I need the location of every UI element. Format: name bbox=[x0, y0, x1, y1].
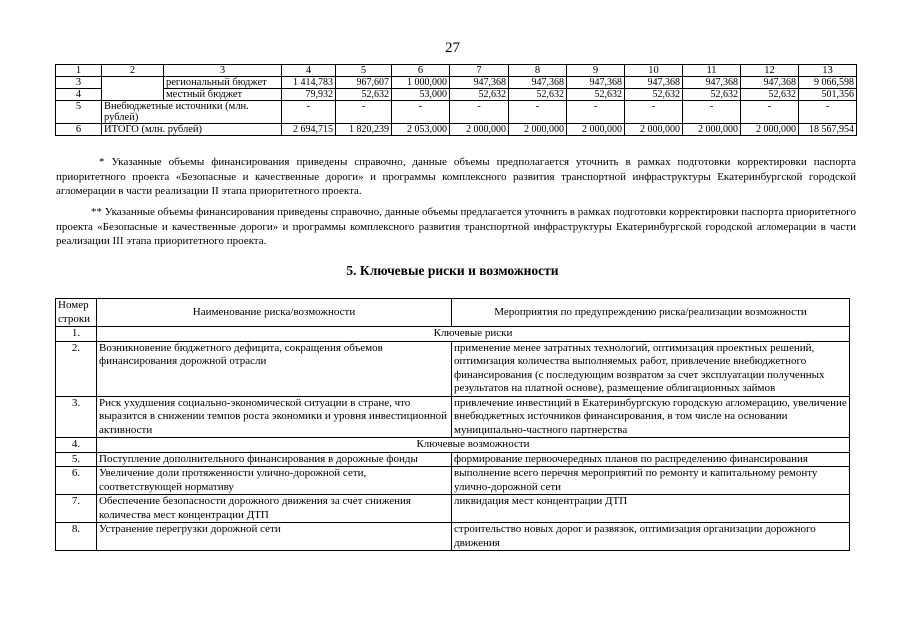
row-number: 3 bbox=[56, 77, 102, 89]
risk-name: Возникновение бюджетного дефицита, сокращения объемов финансирования дорожной отрасли bbox=[97, 341, 452, 396]
col-number: 10 bbox=[625, 65, 683, 77]
value-cell: 52,632 bbox=[336, 89, 392, 101]
table-row bbox=[56, 77, 857, 89]
row-number: 4. bbox=[56, 438, 97, 453]
table-row-total bbox=[56, 124, 857, 136]
opportunity-name: Поступление дополнительного финансирования в дорожные фонды bbox=[97, 452, 452, 467]
value-cell: 947,368 bbox=[509, 77, 567, 89]
row-number: 5. bbox=[56, 452, 97, 467]
value-cell: 9 066,598 bbox=[799, 77, 857, 89]
value-cell: - bbox=[450, 101, 509, 124]
value-cell: 2 000,000 bbox=[509, 124, 567, 136]
row-number: 6 bbox=[56, 124, 102, 136]
value-cell: 2 694,715 bbox=[282, 124, 336, 136]
col-number: 11 bbox=[683, 65, 741, 77]
row-number: 7. bbox=[56, 495, 97, 523]
col-number: 6 bbox=[392, 65, 450, 77]
value-cell: 1 000,000 bbox=[392, 77, 450, 89]
column-number-row bbox=[56, 65, 857, 77]
value-cell: 947,368 bbox=[741, 77, 799, 89]
col-number: 7 bbox=[450, 65, 509, 77]
row-label: ИТОГО (млн. рублей) bbox=[102, 124, 282, 136]
row-number: 2. bbox=[56, 341, 97, 396]
table-row bbox=[56, 467, 850, 495]
row-number: 4 bbox=[56, 89, 102, 101]
table-row bbox=[56, 452, 850, 467]
risk-measure: применение менее затратных технологий, оптимизация проектных решений, оптимизация количества выполняемых работ, привлечение внебюджетного финансирования (с последующим возвратом за счет эксплуатации полученных результатов на платной основе), размещение облигационных займов bbox=[452, 341, 850, 396]
group-label: Ключевые возможности bbox=[97, 438, 850, 453]
value-cell: 2 000,000 bbox=[567, 124, 625, 136]
opportunity-measure: ликвидация мест концентрации ДТП bbox=[452, 495, 850, 523]
value-cell: 52,632 bbox=[625, 89, 683, 101]
col-number: 1 bbox=[56, 65, 102, 77]
table-row bbox=[56, 523, 850, 551]
header-row bbox=[56, 299, 850, 327]
col-number: 13 bbox=[799, 65, 857, 77]
value-cell: 52,632 bbox=[683, 89, 741, 101]
value-cell: - bbox=[509, 101, 567, 124]
value-cell: 947,368 bbox=[450, 77, 509, 89]
financing-table bbox=[55, 64, 857, 136]
header-risk-name: Наименование риска/возможности bbox=[97, 299, 452, 327]
value-cell: 947,368 bbox=[683, 77, 741, 89]
value-cell: 2 053,000 bbox=[392, 124, 450, 136]
section-title: 5. Ключевые риски и возможности bbox=[346, 263, 559, 278]
row-label: Внебюджетные источники (млн. рублей) bbox=[102, 101, 282, 124]
row-label: региональный бюджет bbox=[164, 77, 282, 89]
table-row bbox=[56, 341, 850, 396]
value-cell: 18 567,954 bbox=[799, 124, 857, 136]
value-cell: - bbox=[625, 101, 683, 124]
col-number: 3 bbox=[164, 65, 282, 77]
value-cell: - bbox=[336, 101, 392, 124]
value-cell: 52,632 bbox=[450, 89, 509, 101]
row-number: 8. bbox=[56, 523, 97, 551]
header-number: Номер строки bbox=[56, 299, 97, 327]
row-number: 3. bbox=[56, 396, 97, 438]
value-cell: 1 820,239 bbox=[336, 124, 392, 136]
value-cell: 52,632 bbox=[509, 89, 567, 101]
table-row bbox=[56, 396, 850, 438]
table-row bbox=[56, 101, 857, 124]
group-row bbox=[56, 327, 850, 342]
value-cell: 967,607 bbox=[336, 77, 392, 89]
value-cell: 52,632 bbox=[567, 89, 625, 101]
col-number: 8 bbox=[509, 65, 567, 77]
header-measures: Мероприятия по предупреждению риска/реализации возможности bbox=[452, 299, 850, 327]
value-cell: - bbox=[282, 101, 336, 124]
value-cell: 947,368 bbox=[567, 77, 625, 89]
value-cell: 2 000,000 bbox=[683, 124, 741, 136]
value-cell: 2 000,000 bbox=[625, 124, 683, 136]
value-cell: - bbox=[741, 101, 799, 124]
empty-cell bbox=[102, 77, 164, 101]
risk-name: Риск ухудшения социально-экономической ситуации в стране, что выразится в снижении темпов роста экономики и уровня инвестиционной активности bbox=[97, 396, 452, 438]
footnote-stage-2: * Указанные объемы финансирования приведены справочно, данные объемы предполагается уточнить в рамках подготовки корректировки паспорта приоритетного проекта «Безопасные и качественные дороги» и программы комплексного развития транспортной инфраструктуры Екатеринбургской городской агломерации в части реализации II этапа приоритетного проекта. bbox=[56, 156, 856, 197]
page-number: 27 bbox=[445, 40, 460, 56]
opportunity-measure: формирование первоочередных планов по распределению финансирования bbox=[452, 452, 850, 467]
value-cell: 2 000,000 bbox=[450, 124, 509, 136]
col-number: 12 bbox=[741, 65, 799, 77]
footnote-stage-3: ** Указанные объемы финансирования приведены справочно, данные объемы предлагается уточнить в рамках подготовки корректировки паспорта приоритетного проекта «Безопасные и качественные дороги» и программы комплексного развития транспортной инфраструктуры Екатеринбургской городской агломерации в части реализации III этапа приоритетного проекта. bbox=[56, 206, 856, 247]
opportunity-measure: выполнение всего перечня мероприятий по ремонту и капитальному ремонту улично-дорожной сети bbox=[452, 467, 850, 495]
risks-table bbox=[55, 298, 850, 551]
value-cell: - bbox=[392, 101, 450, 124]
group-row bbox=[56, 438, 850, 453]
opportunity-name: Устранение перегрузки дорожной сети bbox=[97, 523, 452, 551]
table-row bbox=[56, 89, 857, 101]
value-cell: - bbox=[567, 101, 625, 124]
value-cell: - bbox=[683, 101, 741, 124]
opportunity-measure: строительство новых дорог и развязок, оптимизация организации дорожного движения bbox=[452, 523, 850, 551]
col-number: 2 bbox=[102, 65, 164, 77]
col-number: 9 bbox=[567, 65, 625, 77]
table-row bbox=[56, 495, 850, 523]
value-cell: 79,932 bbox=[282, 89, 336, 101]
opportunity-name: Обеспечение безопасности дорожного движения за счет снижения количества мест концентрации ДТП bbox=[97, 495, 452, 523]
value-cell: - bbox=[799, 101, 857, 124]
row-number: 5 bbox=[56, 101, 102, 124]
row-label: местный бюджет bbox=[164, 89, 282, 101]
col-number: 5 bbox=[336, 65, 392, 77]
col-number: 4 bbox=[282, 65, 336, 77]
value-cell: 1 414,783 bbox=[282, 77, 336, 89]
row-number: 6. bbox=[56, 467, 97, 495]
value-cell: 53,000 bbox=[392, 89, 450, 101]
opportunity-name: Увеличение доли протяженности улично-дорожной сети, соответствующей нормативу bbox=[97, 467, 452, 495]
value-cell: 947,368 bbox=[625, 77, 683, 89]
value-cell: 2 000,000 bbox=[741, 124, 799, 136]
value-cell: 501,356 bbox=[799, 89, 857, 101]
row-number: 1. bbox=[56, 327, 97, 342]
value-cell: 52,632 bbox=[741, 89, 799, 101]
risk-measure: привлечение инвестиций в Екатеринбургскую городскую агломерацию, увеличение внебюджетных источников финансирования, в том числе на основании муниципально-частного партнерства bbox=[452, 396, 850, 438]
group-label: Ключевые риски bbox=[97, 327, 850, 342]
